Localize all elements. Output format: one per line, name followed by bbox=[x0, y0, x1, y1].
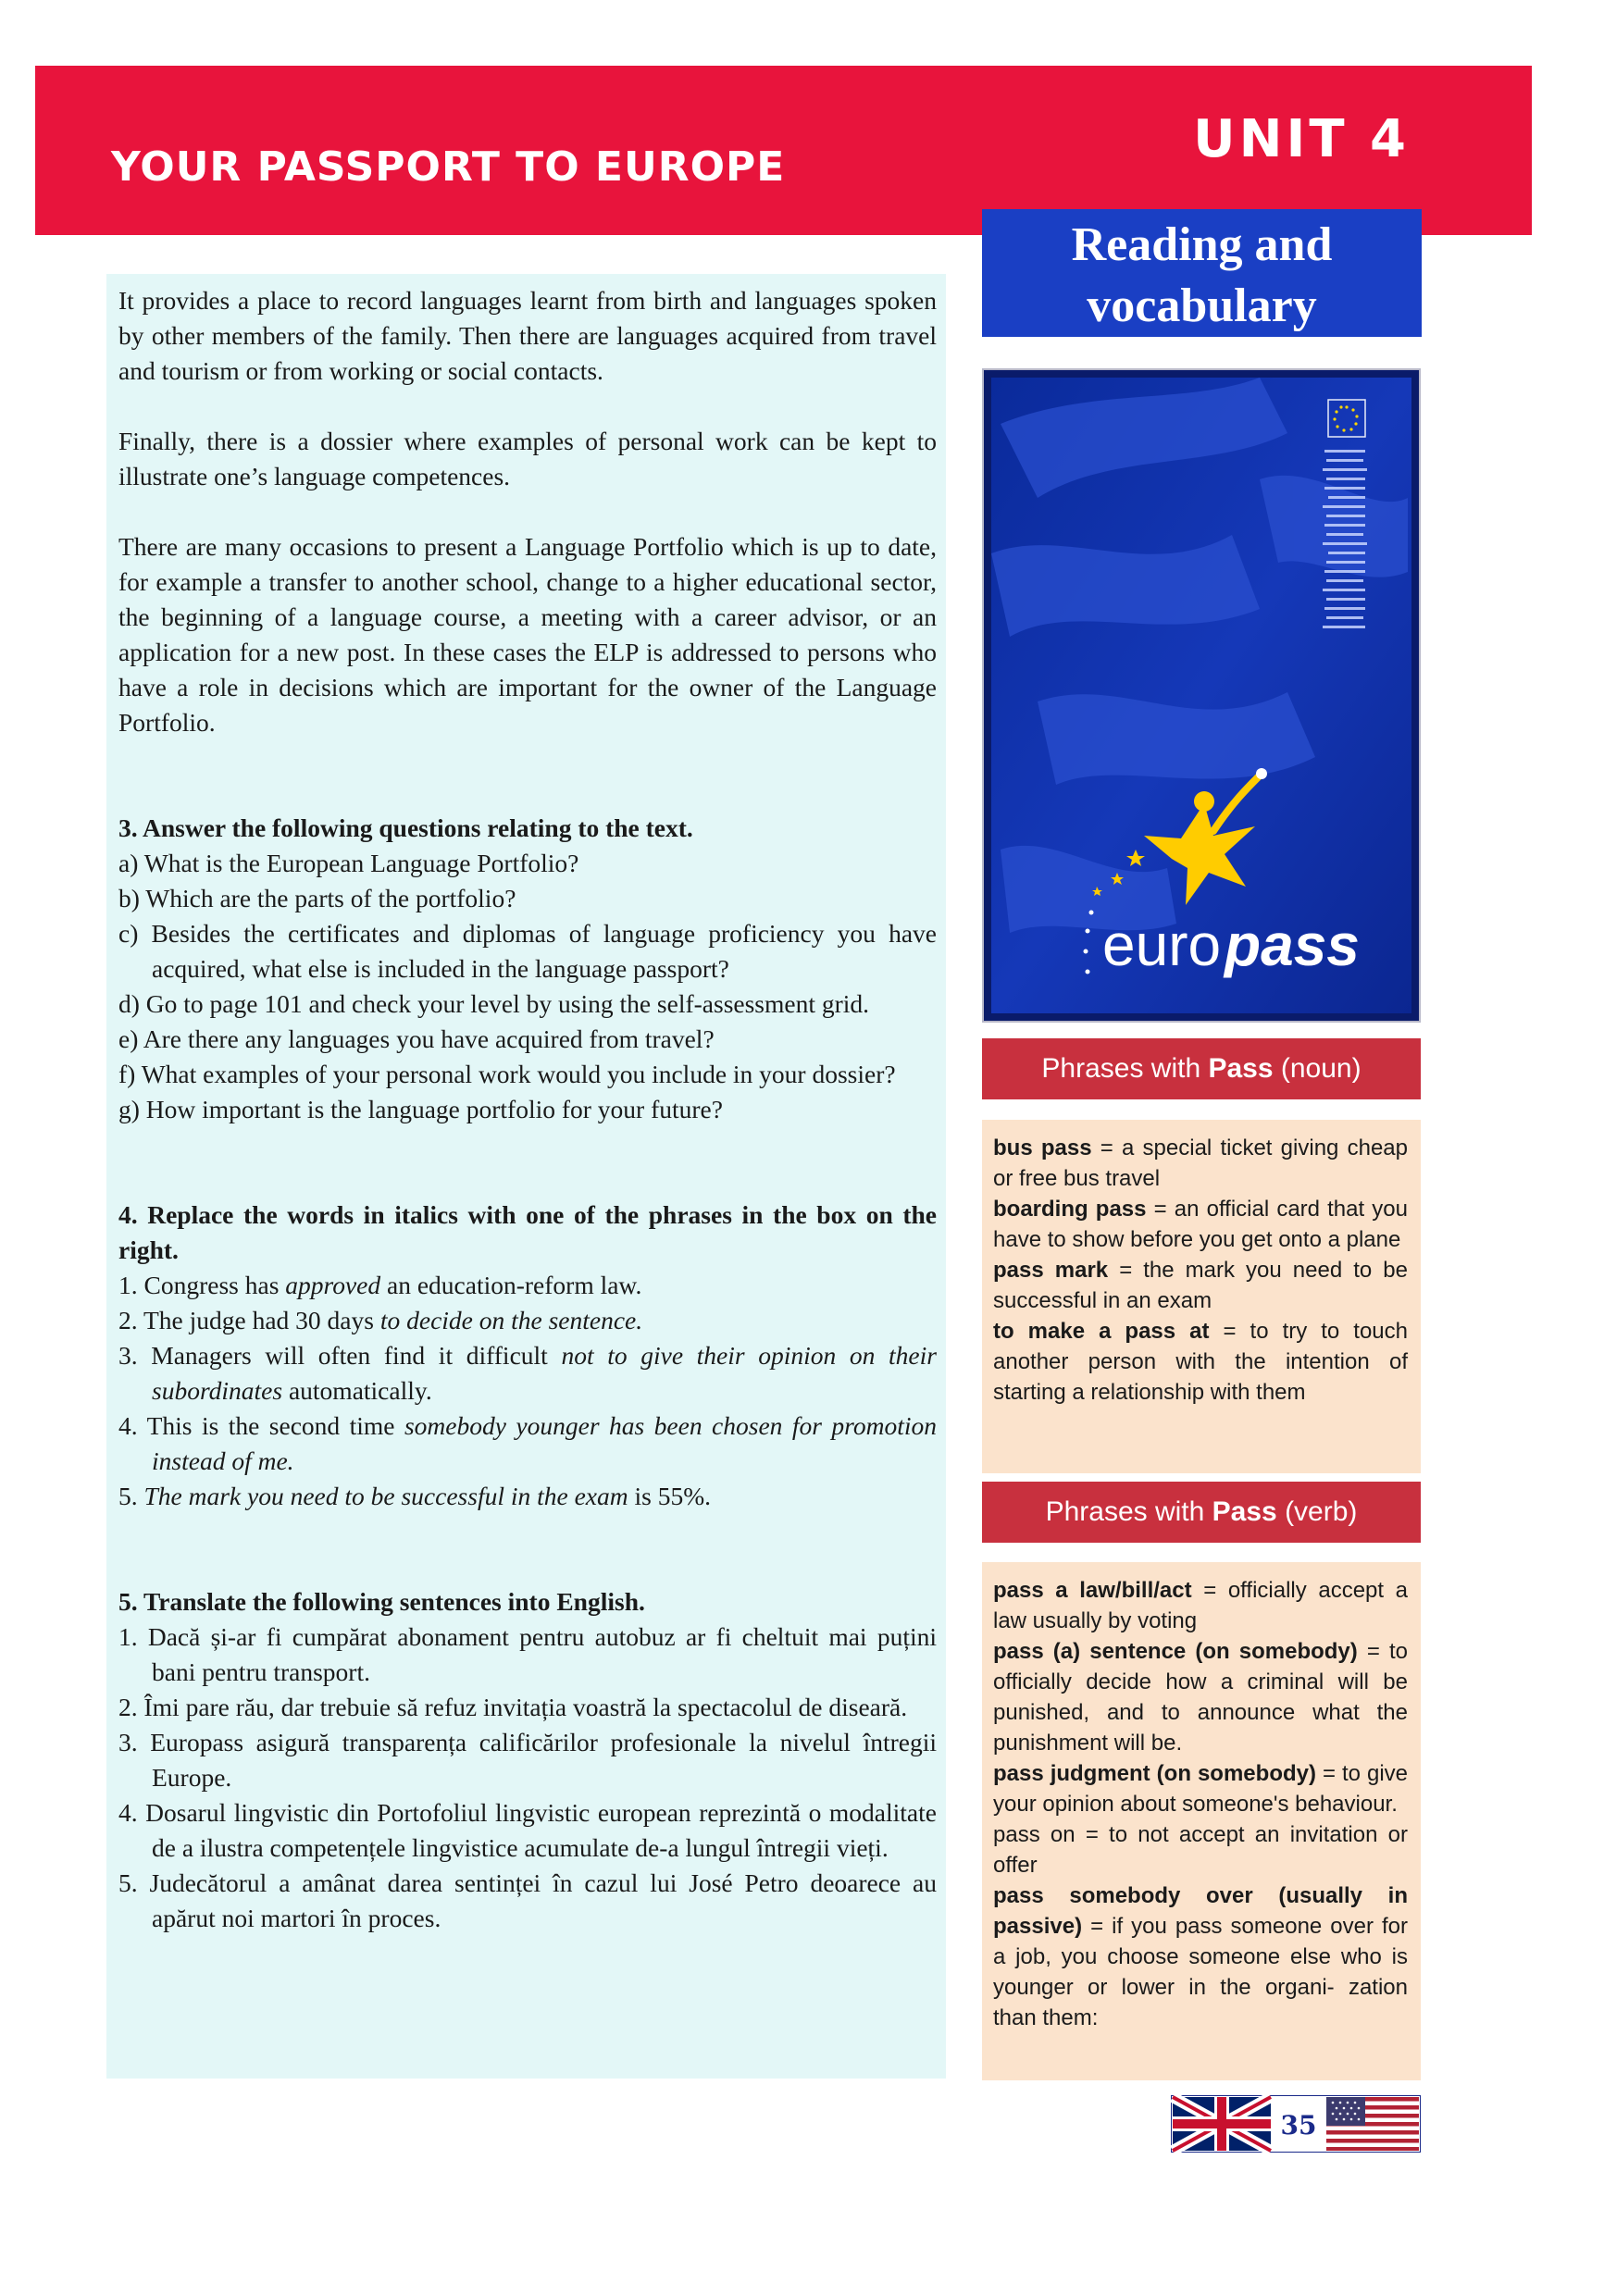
paragraph: There are many occasions to present a Language Portfolio which is up to date, for example a transfer to another school, change to a higher educational sector, the beginning of a language course, a meeting with a career advisor, or an application for a new post. In these cases the ELP is addressed to persons who have a role in decisions which are important for the owner of the Language Portfolio. bbox=[118, 532, 937, 737]
phrase-entry: pass a law/bill/act = officially accept a law usually by voting bbox=[993, 1578, 1409, 1633]
section-line-2: vocabulary bbox=[1087, 279, 1317, 332]
question-item: c) Besides the certificates and diplomas of language proficiency you have acquired, what else is included in the language passport? bbox=[118, 919, 937, 983]
phrases-noun-heading: Phrases with Pass (noun) bbox=[982, 1038, 1421, 1099]
us-flag-icon bbox=[1326, 2097, 1419, 2151]
paragraph: Finally, there is a dossier where examples of personal work can be kept to illustrate one’s language competences. bbox=[118, 427, 937, 490]
main-text bbox=[118, 283, 937, 1936]
page-number: 35 bbox=[1280, 2110, 1317, 2141]
question-item: g) How important is the language portfolio for your future? bbox=[118, 1095, 723, 1123]
phrase-entry: pass (a) sentence (on somebody) = to officially decide how a criminal will be punished, and to announce what the punishment will be. bbox=[993, 1639, 1408, 1756]
exercise-item: 4. This is the second time somebody younger has been chosen for promotion instead of me. bbox=[118, 1411, 937, 1475]
translation-item: 2. Îmi pare rău, dar trebuie să refuz invitația voastră la spectacolul de diseară. bbox=[118, 1693, 908, 1721]
phrases-noun-box bbox=[982, 1120, 1421, 1473]
exercise-item: 2. The judge had 30 days to decide on the sentence. bbox=[118, 1306, 643, 1334]
phrases-verb-heading: Phrases with Pass (verb) bbox=[982, 1482, 1421, 1543]
question-item: f) What examples of your personal work would you include in your dossier? bbox=[118, 1060, 896, 1088]
unit-label: UNIT 4 bbox=[1193, 109, 1410, 169]
translation-item: 1. Dacă și-ar fi cumpărat abonament pentru autobuz ar fi cheltuit mai puțini bani pentru transport. bbox=[118, 1622, 937, 1686]
page-number-badge bbox=[1171, 2095, 1421, 2153]
exercise-4-heading: 4. Replace the words in italics with one of the phrases in the box on the right. bbox=[118, 1200, 937, 1264]
phrase-entry: boarding pass = an official card that you have to show before you get onto a plane bbox=[993, 1197, 1408, 1252]
page-title: YOUR PASSPORT TO EUROPE bbox=[111, 143, 786, 191]
question-item: b) Which are the parts of the portfolio? bbox=[118, 884, 516, 912]
translation-item: 5. Judecătorul a amânat darea sentinței în cazul lui José Petro deoarece au apărut noi martori în proces. bbox=[118, 1868, 937, 1932]
phrase-entry: pass judgment (on somebody) = to give your opinion about someone's behaviour. bbox=[993, 1761, 1409, 1817]
phrase-entry: bus pass = a special ticket giving cheap or free bus travel bbox=[993, 1136, 1408, 1191]
translation-item: 3. Europass asigură transparența calificărilor profesionale la nivelul întregii Europe. bbox=[118, 1728, 937, 1792]
question-item: e) Are there any languages you have acquired from travel? bbox=[118, 1024, 715, 1053]
question-item: d) Go to page 101 and check your level by using the self-assessment grid. bbox=[118, 989, 870, 1018]
exercise-5-heading: 5. Translate the following sentences into English. bbox=[118, 1587, 645, 1616]
phrase-entry: to make a pass at = to try to touch another person with the intention of starting a relationship with them bbox=[993, 1319, 1408, 1405]
uk-flag-icon bbox=[1173, 2097, 1271, 2151]
translation-item: 4. Dosarul lingvistic din Portofoliul lingvistic european reprezintă o modalitate de a ilustra competențele lingvistice acumulate de-a lungul întregii vieți. bbox=[118, 1798, 937, 1862]
phrase-entry: pass mark = the mark you need to be successful in an exam bbox=[993, 1258, 1409, 1313]
europass-cover-image bbox=[982, 368, 1421, 1023]
exercise-item: 1. Congress has approved an education-reform law. bbox=[118, 1271, 642, 1299]
exercise-3-heading: 3. Answer the following questions relating to the text. bbox=[118, 813, 693, 842]
europass-logo-pass: pass bbox=[1225, 912, 1360, 978]
exercise-item: 5. The mark you need to be successful in the exam is 55%. bbox=[118, 1482, 711, 1510]
phrases-verb-box bbox=[982, 1562, 1421, 2080]
paragraph: It provides a place to record languages learnt from birth and languages spoken by other members of the family. Then there are languages acquired from travel and tourism or from working or social contacts. bbox=[118, 286, 937, 385]
section-line-1: Reading and bbox=[1071, 218, 1333, 271]
section-box bbox=[982, 209, 1422, 337]
phrase-entry: pass on = to not accept an invitation or offer bbox=[993, 1822, 1408, 1878]
europass-logo-euro: euro bbox=[1102, 912, 1222, 978]
phrase-entry: pass somebody over (usually in passive) = if you pass someone over for a job, you choose someone else who is younger or lower in the organi- zation than them: bbox=[993, 1883, 1408, 2030]
exercise-item: 3. Managers will often find it difficult not to give their opinion on their subordinates automatically. bbox=[118, 1341, 937, 1405]
question-item: a) What is the European Language Portfolio? bbox=[118, 849, 579, 877]
